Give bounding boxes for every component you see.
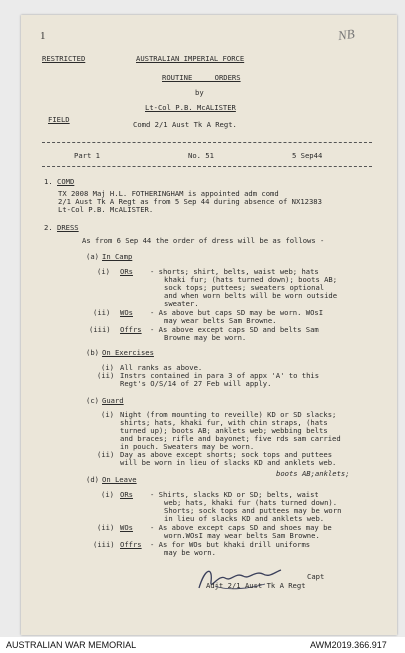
subsection-d-label: (d) (86, 475, 99, 484)
item-line: - shorts; shirt, belts, waist web; hats (150, 267, 319, 276)
item-who: ORs (120, 490, 133, 499)
classification: RESTRICTED (42, 54, 86, 63)
force-title: AUSTRALIAN IMPERIAL FORCE (136, 54, 245, 63)
section-2-number: 2. (44, 223, 53, 232)
by-line: by (195, 88, 204, 97)
item-who: ORs (120, 267, 133, 276)
item-who: Offrs (120, 325, 142, 334)
subsection-b-title: On Exercises (102, 348, 154, 357)
subsection-c-title: Guard (102, 396, 124, 405)
section-2-heading: DRESS (57, 223, 79, 232)
item-line: Instrs contained in para 3 of appx 'A' to this (120, 371, 320, 380)
item-line: sock tops; puttees; sweaters optional (164, 283, 325, 292)
subsection-b-label: (b) (86, 348, 99, 357)
item-line: in pouch. Sweaters may be worn. (120, 442, 255, 451)
section-1-line: 2/1 Aust Tk A Regt as from 5 Sep 44 during absence of NX12383 (58, 197, 322, 206)
part-label: Part 1 (74, 151, 100, 160)
subsection-d-title: On Leave (102, 475, 137, 484)
signature-role: Adjt 2/1 Aust Tk A Regt (206, 581, 306, 590)
item-line: - As above except caps SD and shoes may be (150, 523, 332, 532)
item-line: Shorts; sock tops and puttees may be worn (164, 506, 342, 515)
order-date: 5 Sep44 (292, 151, 323, 160)
item-number: (iii) (89, 325, 111, 334)
item-line: Regt's O/S/14 of 27 Feb will apply. (120, 379, 272, 388)
item-line: turned up); boots AB; anklets web; webbing belts (120, 426, 328, 435)
item-line: sweater. (164, 299, 199, 308)
item-line: khaki fur; (hats turned down); boots AB; (164, 275, 338, 284)
divider-bottom (42, 166, 372, 167)
divider-top (42, 142, 372, 143)
item-line: will be worn in lieu of slacks KD and anklets web. (120, 458, 337, 467)
corner-mark: 1 (40, 30, 46, 42)
item-number: (ii) (93, 308, 111, 317)
item-number: (ii) (97, 523, 115, 532)
section-1-heading: COMD (57, 177, 75, 186)
subsection-a-title: In Camp (102, 252, 133, 261)
section-1-line: TX 2008 Maj H.L. FOTHERINGHAM is appointed adm comd (58, 189, 279, 198)
item-line: Day as above except shorts; sock tops and puttees (120, 450, 333, 459)
item-line: worn.WOsI may wear belts Sam Browne. (164, 531, 320, 540)
item-number: (i) (101, 363, 114, 372)
item-line: - Shirts, slacks KD or SD; belts, waist (150, 490, 319, 499)
item-line: All ranks as above. (120, 363, 203, 372)
item-who: WOs (120, 308, 133, 317)
item-number: (i) (101, 410, 114, 419)
order-number: No. 51 (188, 151, 214, 160)
item-who: Offrs (120, 540, 142, 549)
item-line: may wear belts Sam Browne. (164, 316, 277, 325)
command-line: Comd 2/1 Aust Tk A Regt. (133, 120, 237, 129)
section-1-line: Lt-Col P.B. McALISTER. (58, 205, 154, 214)
item-line: web; hats, khaki fur (hats turned down). (164, 498, 338, 507)
signature-rank: Capt (307, 572, 325, 581)
subsection-a-label: (a) (86, 252, 99, 261)
footer-catalogue-id: AWM2019.366.917 (310, 640, 387, 650)
item-number: (ii) (97, 450, 115, 459)
item-line: - As above but caps SD may be worn. WOsI (150, 308, 324, 317)
item-line: - As for WOs but khaki drill uniforms (150, 540, 311, 549)
item-number: (i) (97, 267, 110, 276)
item-line: in lieu of slacks KD and anklets web. (164, 514, 325, 523)
handwritten-note: NB (336, 25, 356, 44)
item-number: (i) (101, 490, 114, 499)
item-line: - As above except caps SD and belts Sam (150, 325, 319, 334)
field-label: FIELD (48, 115, 70, 124)
commander: Lt-Col P.B. McALISTER (145, 103, 236, 112)
item-line: Night (from mounting to reveille) KD or SD slacks; (120, 410, 337, 419)
item-line: Browne may be worn. (164, 333, 247, 342)
footer-source: AUSTRALIAN WAR MEMORIAL (6, 640, 137, 650)
handwritten-correction: boots AB;anklets; (276, 469, 350, 478)
item-line: may be worn. (164, 548, 216, 557)
item-line: shirts; hats, khaki fur, with chin straps, (hats (120, 418, 328, 427)
item-line: and braces; rifle and bayonet; five rds sam carried (120, 434, 341, 443)
item-who: WOs (120, 523, 133, 532)
dress-intro: As from 6 Sep 44 the order of dress will be as follows - (82, 236, 325, 245)
item-line: and when worn belts will be worn outside (164, 291, 338, 300)
section-1-number: 1. (44, 177, 53, 186)
item-number: (ii) (97, 371, 115, 380)
document-title: ROUTINE ORDERS (162, 73, 241, 82)
subsection-c-label: (c) (86, 396, 99, 405)
item-number: (iii) (93, 540, 115, 549)
